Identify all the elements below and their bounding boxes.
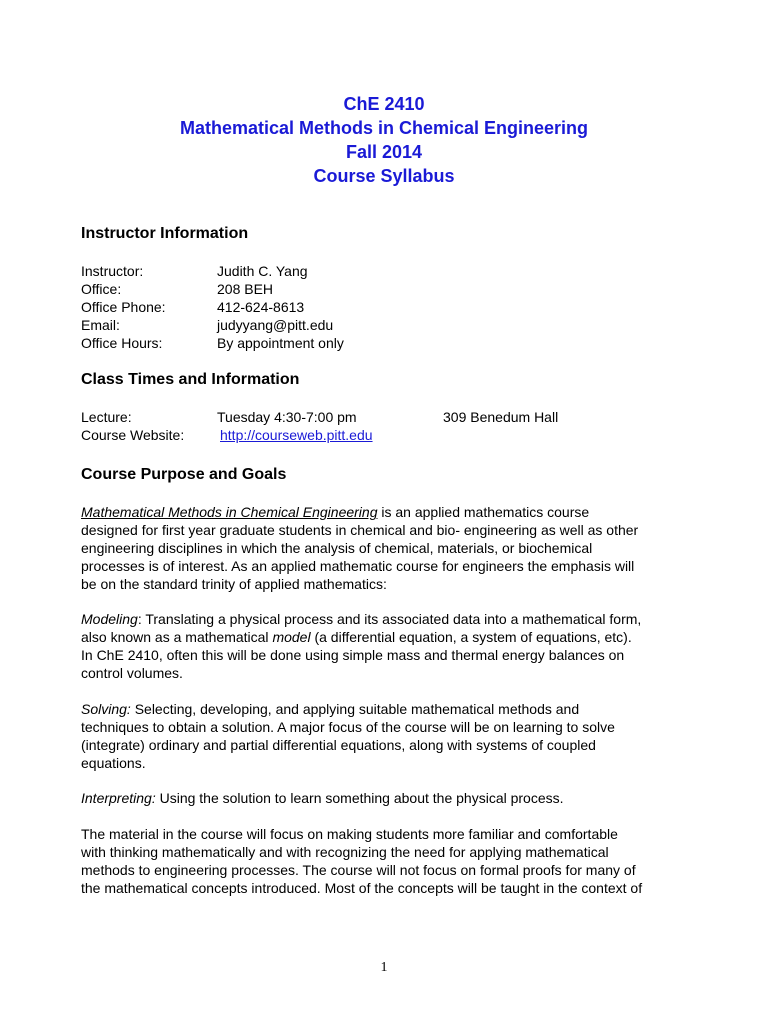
purpose-heading: Course Purpose and Goals [81, 466, 287, 483]
page-number: 1 [380, 960, 388, 975]
office-phone-value: 412-624-8613 [217, 299, 305, 315]
instructor-value: Judith C. Yang [217, 263, 308, 279]
course-code: ChE 2410 [343, 94, 425, 114]
course-website-link[interactable]: http://courseweb.pitt.edu [220, 427, 373, 443]
material-paragraph: The material in the course will focus on making students more familiar and comfortable with thinking mathematically and with recognizing the need for applying mathematical methods to engineering processes. The course will not focus on formal proofs for many of the mathematical concepts introduced. Most of the concepts will be taught in the context of [81, 826, 643, 896]
website-row [81, 426, 701, 444]
class-times-heading: Class Times and Information [81, 371, 300, 388]
instructor-heading: Instructor Information [81, 225, 249, 242]
instructor-row [81, 262, 701, 280]
modeling-term: Modeling [81, 611, 138, 627]
office-hours-label: Office Hours: [81, 335, 163, 351]
interpreting-paragraph: Interpreting: Using the solution to learn something about the physical process. [81, 790, 564, 806]
course-name: Mathematical Methods in Chemical Engineering [179, 118, 589, 138]
modeling-paragraph: Modeling: Translating a physical process and its associated data into a mathematical form, also known as a mathematical model (a differential equation, a system of equations, etc). In ChE 2410, often this will be done using simple mass and thermal energy balances on control volumes. [81, 611, 642, 681]
lecture-row [81, 408, 701, 426]
office-row [81, 280, 701, 298]
office-hours-row [81, 334, 701, 352]
intro-paragraph: Mathematical Methods in Chemical Engineering is an applied mathematics course designed for first year graduate students in chemical and bio- engineering as well as other engineering disciplines in which the analysis of chemical, materials, or biochemical processes is of interest. As an applied mathematic course for engineers the emphasis will be on the standard trinity of applied mathematics: [81, 504, 639, 592]
document-title [0, 92, 768, 188]
office-label: Office: [81, 281, 122, 297]
solving-term: Solving: [81, 701, 131, 717]
office-phone-row [81, 298, 701, 316]
office-value: 208 BEH [217, 281, 274, 297]
office-hours-value: By appointment only [217, 335, 344, 351]
email-label: Email: [81, 317, 120, 333]
lecture-location: 309 Benedum Hall [443, 409, 559, 425]
interpreting-term: Interpreting: [81, 790, 156, 806]
email-row [81, 316, 701, 334]
solving-paragraph: Solving: Selecting, developing, and applying suitable mathematical methods and techniques to obtain a solution. A major focus of the course will be on learning to solve (integrate) ordinary and partial differential equations, along with systems of coupled equations. [81, 701, 615, 771]
website-label: Course Website: [81, 427, 185, 443]
course-title-reference: Mathematical Methods in Chemical Engineering [81, 504, 378, 520]
document-type: Course Syllabus [313, 166, 455, 186]
lecture-time: Tuesday 4:30-7:00 pm [217, 409, 357, 425]
instructor-label: Instructor: [81, 263, 144, 279]
email-value: judyyang@pitt.edu [217, 317, 334, 333]
office-phone-label: Office Phone: [81, 299, 166, 315]
course-term: Fall 2014 [345, 142, 423, 162]
lecture-label: Lecture: [81, 409, 132, 425]
